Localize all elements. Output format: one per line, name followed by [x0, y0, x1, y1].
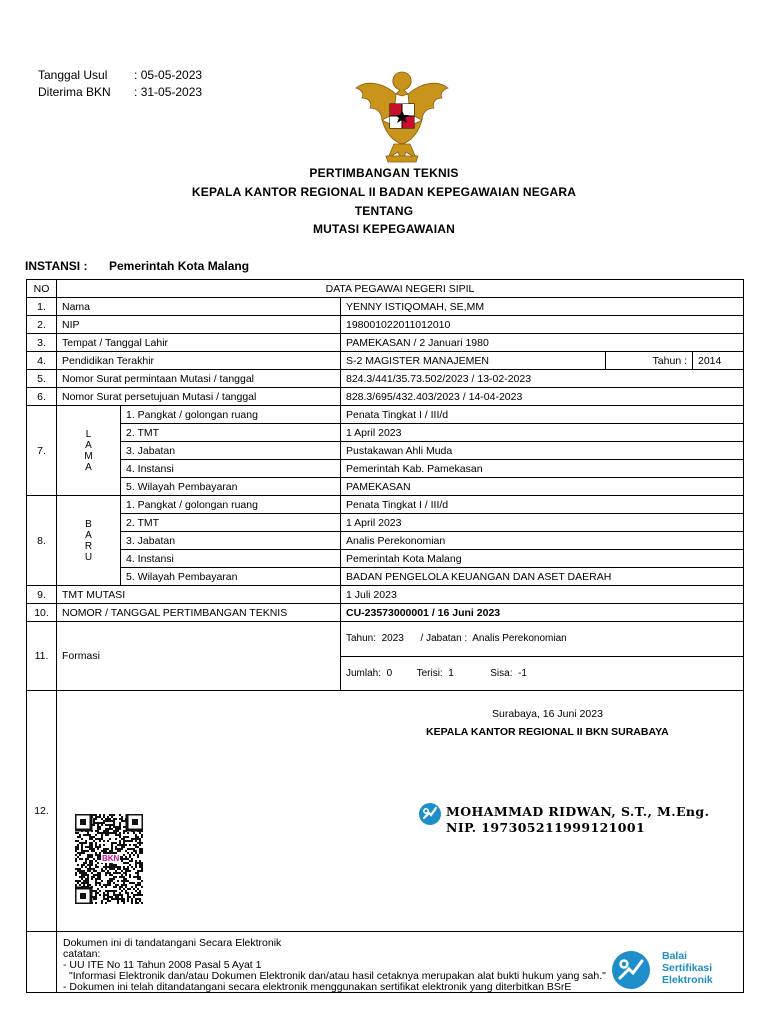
footnote-line-5: - Dokumen ini telah ditandatangani secara elektronik menggunakan sertifikat elektronik yang diterbitkan BSrE [63, 981, 572, 993]
nomor-label: NOMOR / TANGGAL PERTIMBANGAN TEKNIS [57, 604, 341, 622]
footnote-line-2: catatan: [63, 948, 101, 960]
baru-item-value: 1 April 2023 [341, 514, 744, 532]
instansi-value: Pemerintah Kota Malang [109, 259, 250, 273]
lama-item-value: Pemerintah Kab. Pamekasan [341, 460, 744, 478]
formasi-sisa-value: -1 [518, 667, 527, 679]
instansi-row [25, 259, 249, 273]
table-row [27, 550, 744, 568]
footnote-line-4: "Informasi Elektronik dan/atau Dokumen Elektronik dan/atau hasil cetaknya merupakan alat bukti hukum yang sah." [69, 970, 606, 982]
title-line-4: MUTASI KEPEGAWAIAN [312, 222, 456, 236]
table-row [27, 514, 744, 532]
row-value: 824.3/441/35.73.502/2023 / 13-02-2023 [341, 370, 744, 388]
formasi-tahun-value: 2023 [381, 633, 404, 645]
table-row [27, 532, 744, 550]
bsre-logo-icon [610, 949, 652, 991]
formasi-jumlah-value: 0 [386, 667, 393, 679]
diterima-value: 31-05-2023 [140, 85, 203, 99]
table-row [27, 568, 744, 586]
table-row [27, 442, 744, 460]
bsre-logo [610, 948, 730, 992]
lama-item-label: 3. Jabatan [121, 442, 341, 460]
signer-nip: NIP. 197305211999121001 [446, 820, 646, 835]
row-label: Tempat / Tanggal Lahir [57, 334, 341, 352]
row-label: Pendidikan Terakhir [57, 352, 341, 370]
lama-item-value: PAMEKASAN [341, 478, 744, 496]
tahun-value: 2014 [693, 352, 744, 370]
header-data: DATA PEGAWAI NEGERI SIPIL [57, 280, 744, 298]
nomor-value: CU-23573000001 / 16 Juni 2023 [341, 604, 744, 622]
signature-office: KEPALA KANTOR REGIONAL II BKN SURABAYA [426, 726, 669, 738]
baru-item-label: 1. Pangkat / golongan ruang [121, 496, 341, 514]
footnote-line-3: - UU ITE No 11 Tahun 2008 Pasal 5 Ayat 1 [63, 959, 262, 971]
diterima-label: Diterima BKN [38, 85, 111, 99]
tmt-label: TMT MUTASI [57, 586, 341, 604]
formasi-count-cell: Jumlah: 0 Terisi: 1 Sisa: -1 [341, 656, 744, 691]
baru-item-value: Pemerintah Kota Malang [341, 550, 744, 568]
formasi-terisi-value: 1 [448, 667, 454, 679]
tahun-label: Tahun : [606, 352, 693, 370]
lama-item-value: Penata Tingkat I / III/d [341, 406, 744, 424]
bsre-line-1: Balai [662, 950, 688, 962]
table-row: 6. Nomor Surat persetujuan Mutasi / tanggal 828.3/695/432.403/2023 / 14-04-2023 [27, 388, 744, 406]
row-value: 198001022011012010 [341, 316, 744, 334]
row-value: YENNY ISTIQOMAH, SE,MM [341, 298, 744, 316]
qr-code [75, 814, 143, 904]
formasi-no: 11. [27, 622, 57, 691]
tanggal-usul-label: Tanggal Usul [38, 68, 108, 82]
table-row [27, 478, 744, 496]
lama-item-value: Pustakawan Ahli Muda [341, 442, 744, 460]
instansi-label: INSTANSI : [25, 259, 88, 273]
baru-item-label: 5. Wilayah Pembayaran [121, 568, 341, 586]
table-row [27, 406, 744, 424]
bsre-signer-icon [418, 802, 442, 826]
lama-vertical-label: L A M A [57, 406, 121, 496]
row-label: Nomor Surat persetujuan Mutasi / tanggal [57, 388, 341, 406]
row-value: 828.3/695/432.403/2023 / 14-04-2023 [341, 388, 744, 406]
baru-vertical-label: B A R U [57, 496, 121, 586]
table-row [27, 460, 744, 478]
row-label: NIP [57, 316, 341, 334]
table-row: 9. TMT MUTASI 1 Juli 2023 [27, 586, 744, 604]
tmt-value: 1 Juli 2023 [341, 586, 744, 604]
tanggal-usul-value: 05-05-2023 [140, 68, 203, 82]
table-row: 5. Nomor Surat permintaan Mutasi / tanggal 824.3/441/35.73.502/2023 / 13-02-2023 [27, 370, 744, 388]
baru-item-value: Penata Tingkat I / III/d [341, 496, 744, 514]
table-row [27, 496, 744, 514]
lama-item-label: 2. TMT [121, 424, 341, 442]
table-row: 3. Tempat / Tanggal Lahir PAMEKASAN / 2 Januari 1980 [27, 334, 744, 352]
baru-no: 8. [27, 496, 57, 586]
table-row [27, 622, 744, 657]
row-label: Nama [57, 298, 341, 316]
bsre-line-3: Elektronik [662, 974, 713, 986]
baru-item-label: 2. TMT [121, 514, 341, 532]
footnote-line-1: Dokumen ini di tandatangani Secara Elektronik [63, 937, 282, 949]
baru-item-label: 3. Jabatan [121, 532, 341, 550]
row-value: PAMEKASAN / 2 Januari 1980 [341, 334, 744, 352]
lama-item-value: 1 April 2023 [341, 424, 744, 442]
bsre-line-2: Sertifikasi [662, 962, 713, 974]
qr-logo-text: BKN [102, 854, 120, 863]
table-row [27, 424, 744, 442]
footnote [63, 938, 606, 993]
lama-item-label: 5. Wilayah Pembayaran [121, 478, 341, 496]
row-label: Nomor Surat permintaan Mutasi / tanggal [57, 370, 341, 388]
formasi-tahun-cell: Tahun: 2023 / Jabatan : Analis Perekonomian [341, 622, 744, 657]
signer-name: MOHAMMAD RIDWAN, S.T., M.Eng. [446, 804, 710, 819]
table-row: 4. Pendidikan Terakhir S-2 MAGISTER MANAJEMEN Tahun : 2014 [27, 352, 744, 370]
table-row: 10. NOMOR / TANGGAL PERTIMBANGAN TEKNIS CU-23573000001 / 16 Juni 2023 [27, 604, 744, 622]
title-line-2: KEPALA KANTOR REGIONAL II BADAN KEPEGAWAIAN NEGARA [191, 185, 577, 199]
row-value: S-2 MAGISTER MANAJEMEN [341, 352, 606, 370]
sign-no: 12. [27, 691, 57, 932]
table-row: 1. Nama YENNY ISTIQOMAH, SE,MM [27, 298, 744, 316]
baru-item-value: Analis Perekonomian [341, 532, 744, 550]
table-header-row [27, 280, 744, 298]
baru-item-label: 4. Instansi [121, 550, 341, 568]
title-line-3: TENTANG [354, 204, 414, 218]
formasi-jabatan-value: Analis Perekonomian [472, 633, 567, 645]
title-line-1: PERTIMBANGAN TEKNIS [309, 166, 459, 180]
lama-no: 7. [27, 406, 57, 496]
lama-item-label: 4. Instansi [121, 460, 341, 478]
submission-meta: Tanggal Usul : 05-05-2023 Diterima BKN : 31-05-2023 [38, 68, 203, 99]
table-row: 2. NIP 198001022011012010 [27, 316, 744, 334]
lama-item-label: 1. Pangkat / golongan ruang [121, 406, 341, 424]
signature-place-date: Surabaya, 16 Juni 2023 [492, 708, 603, 720]
baru-item-value: BADAN PENGELOLA KEUANGAN DAN ASET DAERAH [341, 568, 744, 586]
formasi-label: Formasi [57, 622, 341, 691]
garuda-emblem-icon [352, 68, 452, 164]
header-no: NO [27, 280, 57, 298]
